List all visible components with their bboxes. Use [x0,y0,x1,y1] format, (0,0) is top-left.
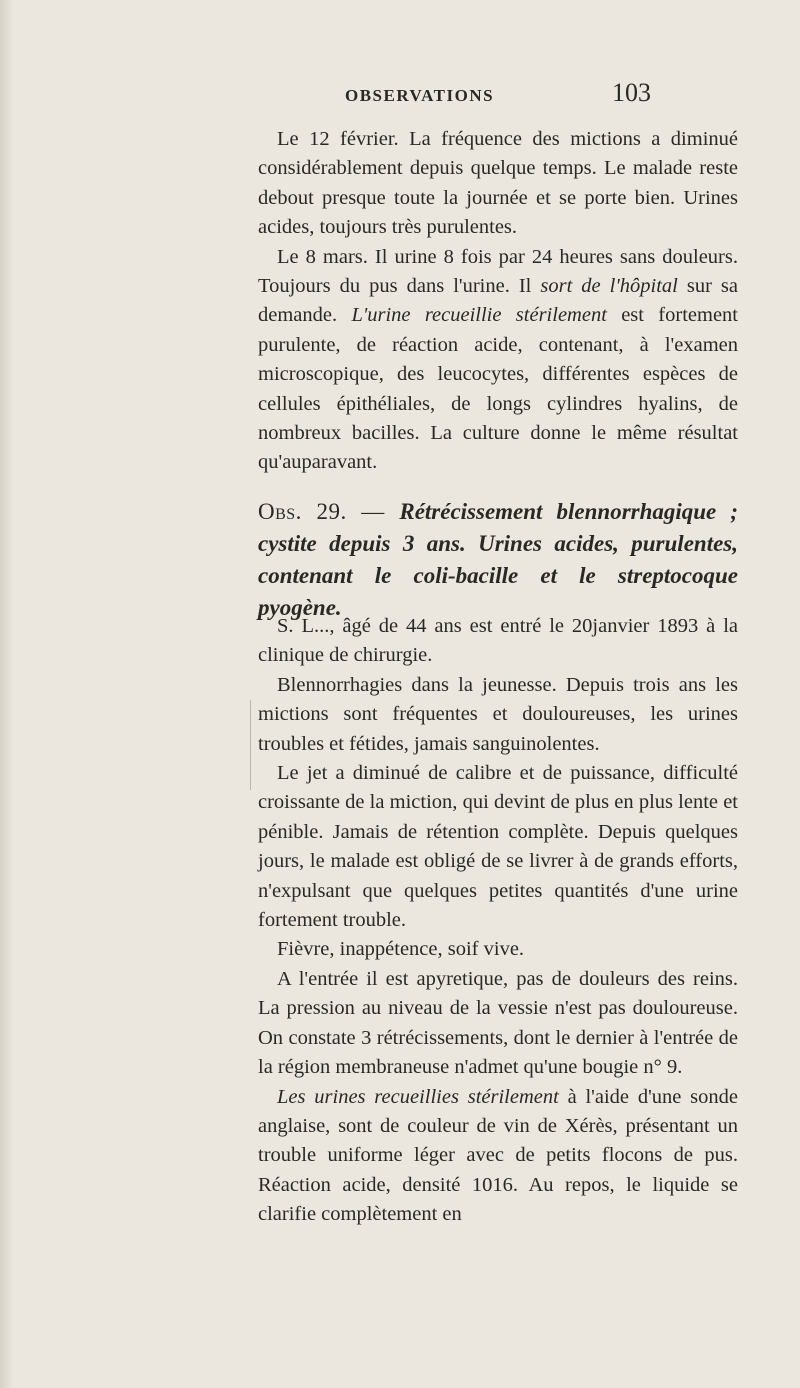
paragraph-8-mars-italic-2: L'urine recueillie stérilement [351,304,607,327]
paragraph-fievre: Fièvre, inappétence, soif vive. [277,938,525,961]
paragraph-8-mars [258,243,738,478]
observation-label: Obs. 29. — [258,499,400,524]
paragraph-entree: A l'entrée il est apyretique, pas de douleurs des reins. La pression au niveau de la vessie n'est pas douloureuse. On constate 3 rétrécissements, dont le dernier à l'entrée de la région membraneuse n'admet qu'une bougie n° 9. [258,967,738,1079]
running-title: OBSERVATIONS [345,86,495,105]
paragraph-8-mars-italic-1: sort de l'hôpital [540,275,678,298]
paragraph-12-fevrier: Le 12 février. La fréquence des mictions a diminué considérablement depuis quelque temps. Le malade reste debout presque toute la journée et se porte bien. Urines acides, toujours très purulentes. [258,128,738,239]
observation-title: Rétrécissement blennorrhagique ; cystite depuis 3 ans. Urines acides, purulentes, contenant le coli-bacille et le streptocoque pyogène. [258,499,738,620]
page-gutter-shadow [0,0,14,1388]
text-block-top [258,125,738,478]
observation-heading [258,496,738,624]
margin-mark [250,700,251,790]
paragraph-patient: S. L..., âgé de 44 ans est entré le 20janvier 1893 à la clinique de chirurgie. [258,615,738,667]
paragraph-history: Blennorrhagies dans la jeunesse. Depuis trois ans les mictions sont fréquentes et douloureuses, les urines troubles et fétides, jamais sanguinolentes. [258,673,738,755]
paragraph-8-mars-lead: Le 8 mars. Il urine 8 fois par 24 heures sans douleurs. Toujours du pus dans l'urine. Il [258,245,738,298]
paragraph-urines-tail: à l'aide d'une sonde anglaise, sont de couleur de vin de Xérès, présentant un trouble uniforme léger avec de petits flocons de pus. Réaction acide, densité 1016. Au repos, le liquide se clarifie complètement en [258,1085,738,1226]
paragraph-8-mars-mid: sur sa demande. [258,275,738,327]
page-number: 103 [612,78,651,107]
paragraph-urines-italic: Les urines recueillies stérilement [277,1085,559,1108]
paragraph-8-mars-tail: est fortement purulente, de réaction acide, contenant, à l'examen microscopique, des leucocytes, différentes espèces de cellules épithéliales, de longs cylindres hyalins, de nombreux bacilles. La culture donne le même résultat qu'auparavant. [258,304,738,474]
text-block-bottom [258,612,738,1230]
paragraph-urines [258,1083,738,1230]
paragraph-jet: Le jet a diminué de calibre et de puissance, difficulté croissante de la miction, qui devint de plus en plus lente et pénible. Jamais de rétention complète. Depuis quelques jours, le malade est obligé de se livrer à de grands efforts, n'expulsant que quelques petites quantités d'une urine fortement trouble. [258,762,738,932]
